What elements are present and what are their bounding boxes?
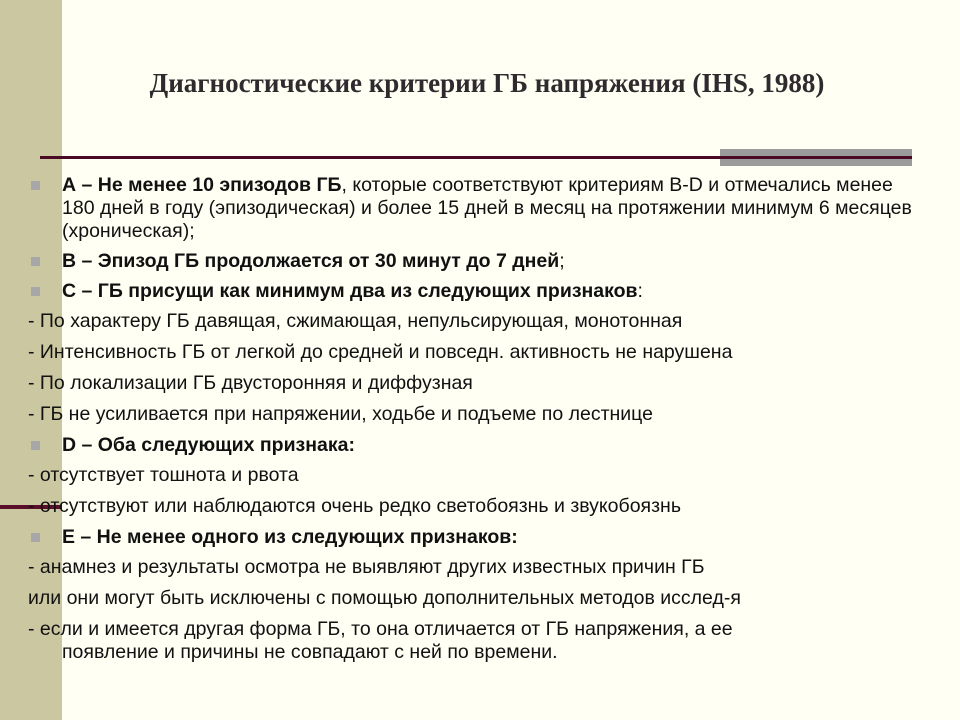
bullet-square-icon xyxy=(31,181,40,190)
bullet-square-icon xyxy=(31,287,40,296)
criterion-e-heading: Е – Не менее одного из следующих признаков: xyxy=(62,526,518,548)
criterion-e-item-multiline xyxy=(28,618,928,664)
criterion-a-heading: А – Не менее 10 эпизодов ГБ xyxy=(62,174,342,196)
criterion-c-item: - По характеру ГБ давящая, сжимающая, непульсирующая, монотонная xyxy=(28,310,683,332)
slide-title: Диагностические критерии ГБ напряжения (IHS, 1988) xyxy=(149,68,825,98)
criterion-b xyxy=(28,250,928,273)
criterion-c-heading: С – ГБ присущи как минимум два из следующих признаков xyxy=(62,280,638,302)
criterion-e-item: или они могут быть исключены с помощью дополнительных методов исслед-я xyxy=(28,587,741,609)
criterion-d-item: - отсутствуют или наблюдаются очень редко светобоязнь и звукобоязнь xyxy=(28,495,681,517)
bullet-square-icon xyxy=(31,257,40,266)
criterion-c-item: - Интенсивность ГБ от легкой до средней и повседн. активность не нарушена xyxy=(28,341,733,363)
criterion-e-item3-line1: - если и имеется другая форма ГБ, то она отличается от ГБ напряжения, а ее xyxy=(28,618,733,640)
criterion-e xyxy=(28,526,928,549)
criterion-b-text: ; xyxy=(559,250,565,272)
criterion-e-item3-line2: появление и причины не совпадают с ней по времени. xyxy=(62,641,558,663)
criterion-c-item: - По локализации ГБ двусторонняя и диффузная xyxy=(28,372,473,394)
criterion-e-item: - анамнез и результаты осмотра не выявляют других известных причин ГБ xyxy=(28,556,705,578)
criteria-content xyxy=(28,174,928,664)
criterion-d-heading: D – Оба следующих признака: xyxy=(62,434,355,456)
criterion-a-text: , которые соответствуют критериям В-D и отмечались менее 180 дней в году (эпизодическая) и более 15 дней в месяц на протяжении минимум 6 месяцев (хроническая); xyxy=(62,174,912,242)
criterion-c-item: - ГБ не усиливается при напряжении, ходьбе и подъеме по лестнице xyxy=(28,403,653,425)
criterion-c xyxy=(28,280,928,303)
criterion-b-heading: В – Эпизод ГБ продолжается от 30 минут до 7 дней xyxy=(62,250,560,272)
bullet-square-icon xyxy=(31,441,40,450)
criterion-a xyxy=(28,174,928,243)
title-accent-line xyxy=(720,156,912,159)
bullet-square-icon xyxy=(31,533,40,542)
criterion-c-text: : xyxy=(637,280,643,302)
criterion-d xyxy=(28,434,928,457)
criterion-d-item: - отсутствует тошнота и рвота xyxy=(28,464,299,486)
